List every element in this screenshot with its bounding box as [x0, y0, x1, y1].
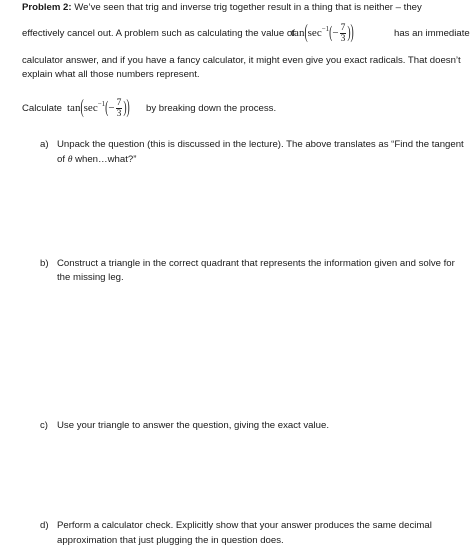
inline-expression-1: $\tan(\sec^{-1}(-$ $\frac{7}{3}$ )) [291, 21, 354, 45]
fraction-denominator: 3 [340, 33, 346, 44]
problem-label: Problem 2: [22, 2, 72, 13]
part-a-line-2: of θ when…what?” [57, 154, 137, 165]
problem-line-4: explain what all those numbers represent. [22, 69, 200, 80]
part-a-label: a) [40, 139, 49, 150]
part-c-line-1: Use your triangle to answer the question, giving the exact value. [57, 420, 329, 431]
problem-intro-text: We’ve seen that trig and inverse trig together result in a thing that is neither – they [74, 2, 422, 13]
calculate-suffix: by breaking down the process. [146, 103, 277, 114]
negative-sign: − [332, 27, 339, 39]
fraction-numerator: 7 [340, 22, 346, 33]
sec-function: sec [307, 27, 322, 39]
problem-line-3: calculator answer, and if you have a fancy calculator, it might even give you exact radicals. That doesn’t [22, 55, 461, 66]
part-a-line-1: Unpack the question (this is discussed in the lecture). The above translates as “Find the tangent [57, 139, 464, 150]
inverse-exponent: −1 [321, 25, 330, 33]
part-b-line-1: Construct a triangle in the correct quadrant that represents the information given and solve for [57, 258, 455, 269]
part-d-line-2: approximation that just plugging the in question does. [57, 535, 284, 546]
problem-line-1 [22, 2, 422, 14]
problem-line-2-before: effectively cancel out. A problem such as calculating the value of [22, 28, 295, 39]
calculate-label: Calculate [22, 103, 62, 114]
inline-expression-2: $\tan(\sec^{-1}(-$ $\frac{7}{3}$ )) [67, 96, 130, 120]
part-d-label: d) [40, 520, 49, 531]
problem-line-2 [22, 28, 295, 40]
part-d-line-1: Perform a calculator check. Explicitly show that your answer produces the same decimal [57, 520, 432, 531]
fraction [340, 23, 347, 44]
problem-line-2-after: has an immediate [394, 28, 470, 39]
part-c-label: c) [40, 420, 48, 431]
theta-symbol: θ [67, 154, 73, 165]
problem-line-2-after-wrap [394, 28, 470, 40]
part-b-label: b) [40, 258, 49, 269]
tan-function: tan [291, 27, 305, 39]
part-b-line-2: the missing leg. [57, 272, 124, 283]
